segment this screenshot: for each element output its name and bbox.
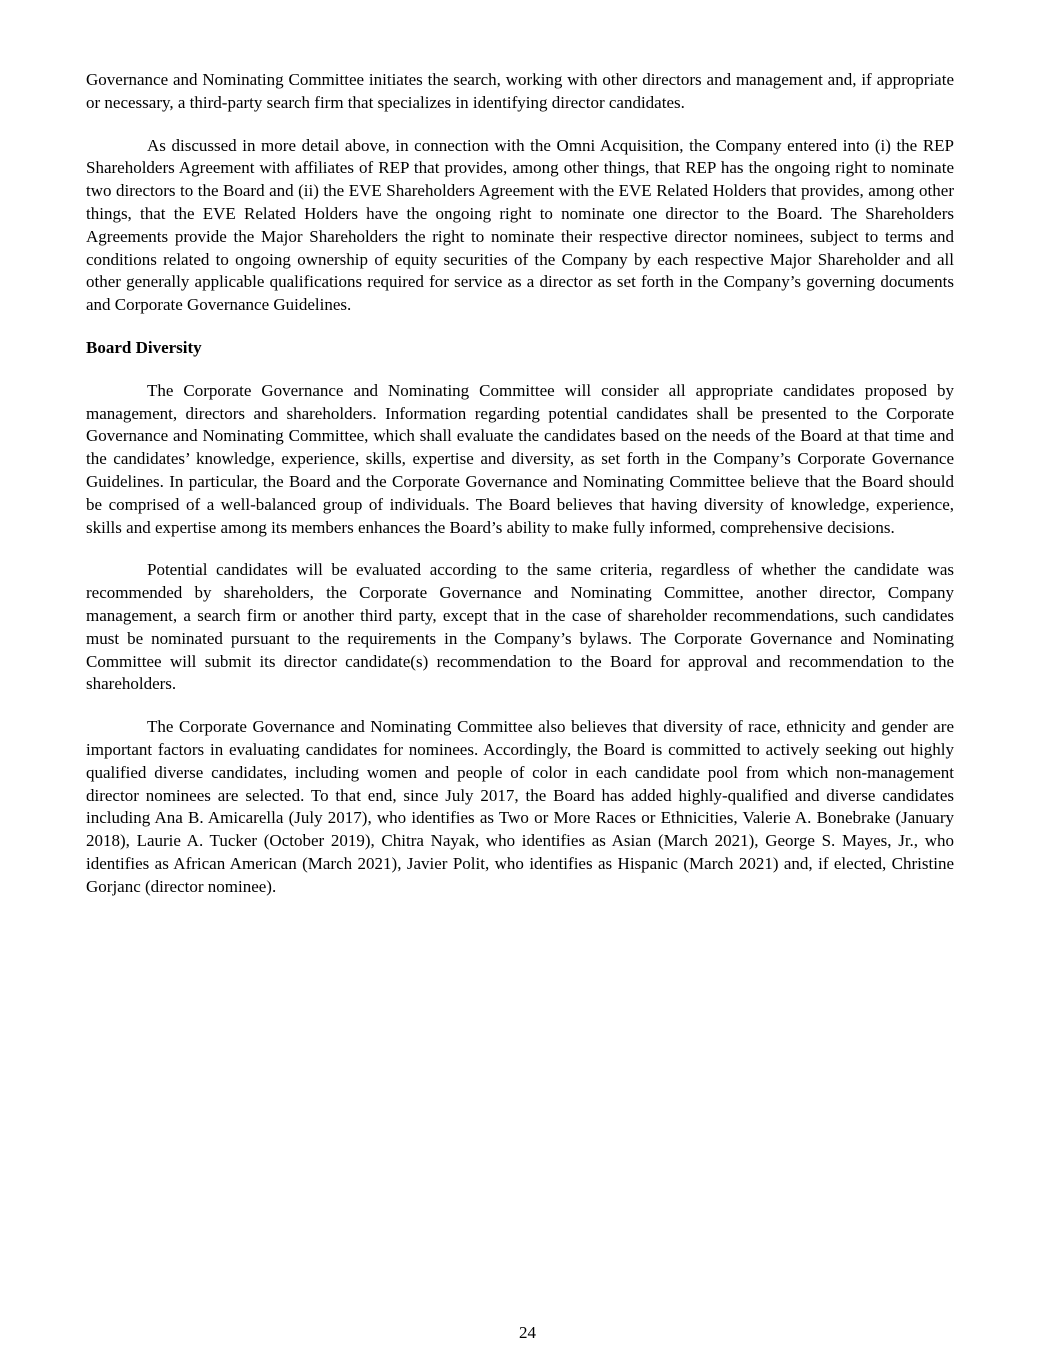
paragraph-shareholders-agreements: As discussed in more detail above, in connection with the Omni Acquisition, the Company entered into (i) the REP Shareholders Agreement with affiliates of REP that provides, among other things, that REP has the ongoing right to nominate two directors to the Board and (ii) the EVE Shareholders Agreement with the EVE Related Holders that provides, among other things, that the EVE Related Holders have the ongoing right to nominate one director to the Board. The Shareholders Agreements provide the Major Shareholders the right to nominate their respective director nominees, subject to terms and conditions related to ongoing ownership of equity securities of the Company by each respective Major Shareholder and all other generally applicable qualifications required for service as a director as set forth in the Company’s governing documents and Corporate Governance Guidelines. bbox=[86, 135, 954, 315]
paragraph-candidate-consideration: The Corporate Governance and Nominating Committee will consider all appropriate candidates proposed by management, directors and shareholders. Information regarding potential candidates shall be presented to the Corporate Governance and Nominating Committee, which shall evaluate the candidates based on the needs of the Board at that time and the candidates’ knowledge, experience, skills, expertise and diversity, as set forth in the Company’s Corporate Governance Guidelines. In particular, the Board and the Corporate Governance and Nominating Committee believe that the Board should be comprised of a well-balanced group of individuals. The Board believes that having diversity of knowledge, experience, skills and expertise among its members enhances the Board’s ability to make fully informed, comprehensive decisions. bbox=[86, 380, 954, 537]
page-number: 24 bbox=[519, 1323, 536, 1342]
paragraph-search-process: Governance and Nominating Committee initiates the search, working with other directors and management and, if appropriate or necessary, a third-party search firm that specializes in identifying director candidates. bbox=[86, 70, 954, 112]
paragraph-evaluation-criteria: Potential candidates will be evaluated according to the same criteria, regardless of whether the candidate was recommended by shareholders, the Corporate Governance and Nominating Committee, another director, Company management, a search firm or another third party, except that in the case of shareholder recommendations, such candidates must be nominated pursuant to the requirements in the Company’s bylaws. The Corporate Governance and Nominating Committee will submit its director candidate(s) recommendation to the Board for approval and recommendation to the shareholders. bbox=[86, 560, 954, 694]
document-body bbox=[86, 69, 954, 919]
paragraph-diversity-commitment: The Corporate Governance and Nominating Committee also believes that diversity of race, ethnicity and gender are important factors in evaluating candidates for nominees. Accordingly, the Board is committed to actively seeking out highly qualified diverse candidates, including women and people of color in each candidate pool from which non-management director nominees are selected. To that end, since July 2017, the Board has added highly-qualified and diverse candidates including Ana B. Amicarella (July 2017), who identifies as Two or More Races or Ethnicities, Valerie A. Bonebrake (January 2018), Laurie A. Tucker (October 2019), Chitra Nayak, who identifies as Asian (March 2021), George S. Mayes, Jr., who identifies as African American (March 2021), Javier Polit, who identifies as Hispanic (March 2021) and, if elected, Christine Gorjanc (director nominee). bbox=[86, 717, 954, 896]
section-heading-board-diversity: Board Diversity bbox=[86, 337, 202, 357]
